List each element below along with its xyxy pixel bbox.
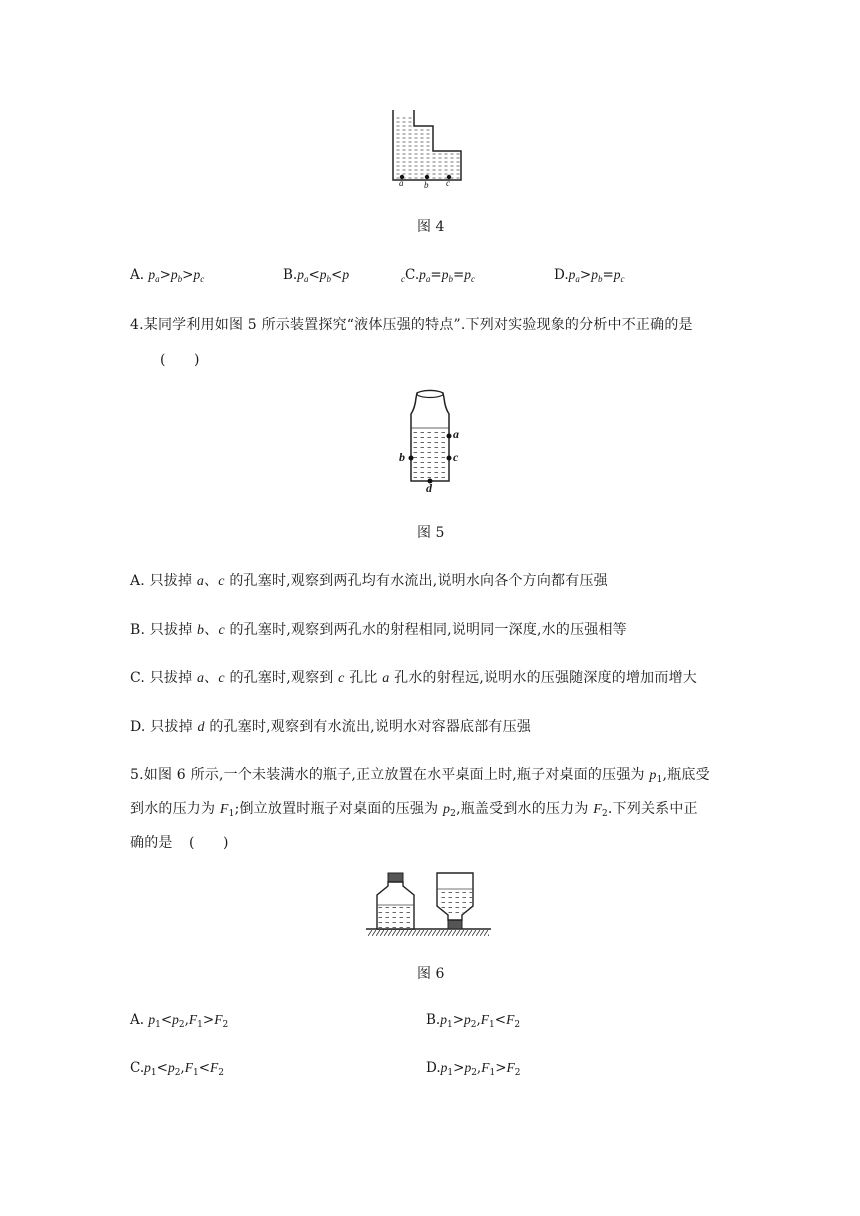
q5-option-b[interactable]: $B.p_1>p_2,F_1<F_2$ xyxy=(426,1012,521,1030)
q3-option-c[interactable]: $_cC.p_a=p_b=p_c$ xyxy=(401,267,476,284)
fig4-label-c: c xyxy=(446,178,450,188)
q4-option-c[interactable]: C. 只拔掉 a、c 的孔塞时,观察到 c 孔比 a 孔水的射程远,说明水的压强随深度的增加而增大 xyxy=(130,670,697,686)
q4-option-a[interactable]: A. 只拔掉 a、c 的孔塞时,观察到两孔均有水流出,说明水向各个方向都有压强 xyxy=(130,573,608,589)
fig4-label-b: b xyxy=(424,180,429,190)
fig5-label-d: d xyxy=(426,481,432,495)
fig6-caption: 图 6 xyxy=(417,966,445,982)
q4-option-d[interactable]: D. 只拔掉 d 的孔塞时,观察到有水流出,说明水对容器底部有压强 xyxy=(130,719,532,735)
q5-option-c[interactable]: $C.p_1<p_2,F_1<F_2$ xyxy=(130,1060,224,1078)
q5-option-a[interactable]: A. $p_1<p_2,F_1>F_2$ xyxy=(130,1012,229,1030)
q4-answer-blank[interactable]: ( ) xyxy=(160,352,200,368)
q5-stem-line-2: 到水的压力为 $F_1$;倒立放置时瓶子对桌面的压强为 $p_2$,瓶盖受到水的压力为 $F_2$.下列关系中正 xyxy=(130,801,698,819)
fig5-caption: 图 5 xyxy=(417,525,445,541)
fig5-label-a: a xyxy=(453,427,459,441)
q5-stem-line-1: 5.如图 6 所示,一个未装满水的瓶子,正立放置在水平桌面上时,瓶子对桌面的压强为 $p_1$,瓶底受 xyxy=(130,767,710,785)
fig5-label-c: c xyxy=(453,450,459,464)
q4-stem: 4.某同学利用如图 5 所示装置探究“液体压强的特点”.下列对实验现象的分析中不正确的是 xyxy=(130,317,693,333)
q3-option-b[interactable]: $B.p_a<p_b<p$ xyxy=(283,267,350,284)
q3-option-a[interactable]: A. $p_a>p_b>p_c$ xyxy=(130,267,205,284)
q4-option-b[interactable]: B. 只拔掉 b、c 的孔塞时,观察到两孔水的射程相同,说明同一深度,水的压强相等 xyxy=(130,622,627,638)
fig4-caption: 图 4 xyxy=(417,219,445,235)
q5-stem-line-3: 确的是 xyxy=(130,835,173,851)
q5-answer-blank[interactable]: ( ) xyxy=(189,835,229,851)
q3-option-d[interactable]: $D.p_a>p_b=p_c$ xyxy=(554,267,625,284)
fig5-label-b: b xyxy=(399,450,405,464)
q5-option-d[interactable]: $D.p_1>p_2,F_1>F_2$ xyxy=(426,1060,521,1078)
fig4-label-a: a xyxy=(399,178,404,188)
